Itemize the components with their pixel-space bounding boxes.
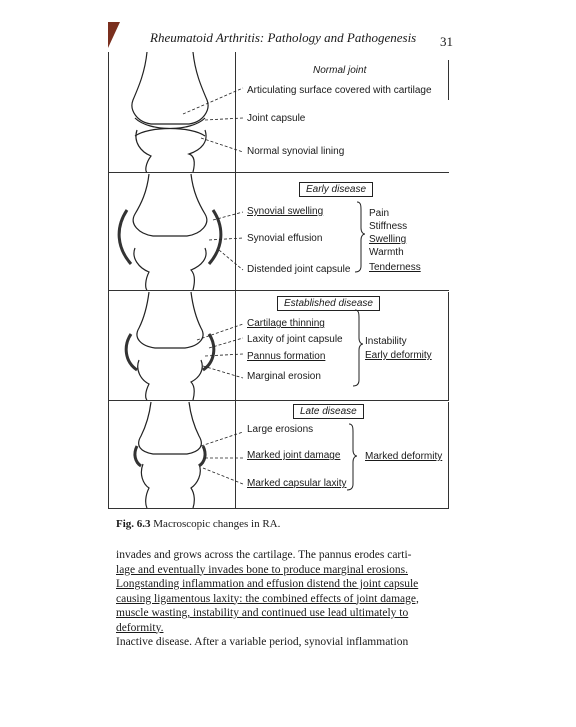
- figure-6-3: [108, 52, 449, 509]
- symptom-label: Early deformity: [365, 350, 432, 361]
- body-line: Longstanding inflammation and effusion distend the joint capsule: [116, 578, 419, 590]
- panel-label: Synovial swelling: [247, 206, 324, 217]
- page-corner-mark: [108, 22, 120, 48]
- panel-label: Pannus formation: [247, 351, 326, 362]
- body-line: Inactive disease. After a variable period, synovial inflammation: [116, 636, 409, 648]
- panel-label: Large erosions: [247, 424, 314, 435]
- panel-label: Marginal erosion: [247, 371, 321, 382]
- figure-caption: [116, 518, 280, 530]
- panel-title-late: Late disease: [293, 404, 364, 419]
- panel-label: Marked joint damage: [247, 450, 341, 461]
- symptom-label: Swelling: [369, 234, 407, 245]
- symptom-label: Marked deformity: [365, 451, 443, 462]
- body-line: deformity.: [116, 621, 164, 634]
- figure-number: Fig. 6.3: [116, 518, 151, 530]
- panel-label: Synovial effusion: [247, 233, 323, 244]
- panel-label: Normal synovial lining: [247, 146, 345, 157]
- symptom-label: Stiffness: [369, 221, 408, 232]
- panel-label: Marked capsular laxity: [247, 478, 347, 489]
- body-text: [116, 548, 446, 650]
- panel-title-early: Early disease: [299, 182, 373, 197]
- panel-title-established: Established disease: [277, 296, 380, 311]
- symptom-label: Tenderness: [369, 262, 421, 273]
- symptom-label: Instability: [365, 336, 407, 347]
- panel-label: Distended joint capsule: [247, 264, 351, 275]
- panel-label: Laxity of joint capsule: [247, 334, 343, 345]
- panel-title-normal: Normal joint: [313, 65, 367, 76]
- running-header: Rheumatoid Arthritis: Pathology and Pathogenesis: [150, 30, 417, 45]
- body-line: causing ligamentous laxity: the combined effects of joint damage,: [116, 592, 419, 605]
- symptom-label: Pain: [369, 208, 390, 219]
- panel-label: Articulating surface covered with cartilage: [247, 85, 432, 96]
- symptom-label: Warmth: [369, 247, 404, 258]
- body-line: lage and eventually invades bone to produce marginal erosions.: [116, 563, 408, 576]
- body-line: muscle wasting, instability and continued use lead ultimately to: [116, 607, 409, 619]
- body-line: invades and grows across the cartilage. The pannus erodes carti-: [116, 549, 412, 561]
- figure-caption-text: Macroscopic changes in RA.: [153, 518, 281, 530]
- page-number: 31: [440, 34, 453, 49]
- panel-label: Joint capsule: [247, 113, 306, 124]
- panel-label: Cartilage thinning: [247, 318, 325, 329]
